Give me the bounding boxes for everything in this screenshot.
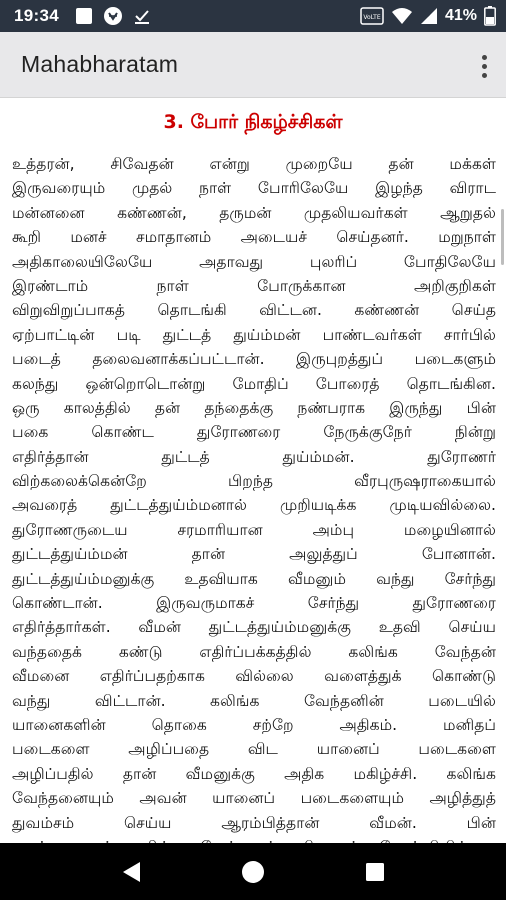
status-time: 19:34 [14, 6, 59, 25]
body-line: துட்டத்துய்ம்மனுக்கு உதவியாக வீமனும் வந்து சேர்ந்து [12, 569, 496, 588]
body-line: இருவரையும் முதல் நாள் போரிலேயே இழந்த விராட [12, 179, 496, 198]
more-vert-icon[interactable] [476, 52, 492, 80]
app-bar [0, 32, 506, 98]
body-line: ஒரு காலத்தில் தன் தந்தைக்கு நண்பராக இருந்து பின் [12, 398, 496, 417]
body-line: துவம்சம் செய்ய ஆரம்பித்தான் வீமன். பின் [12, 813, 496, 832]
body-line: எதிர்த்தான் துட்டத் துய்ம்மன். துரோணர் [12, 447, 496, 466]
body-line: துரோணருடைய சரமாரியான அம்பு மழையினால் [12, 520, 496, 539]
menu-dot [482, 55, 487, 60]
square-notification-icon [75, 7, 93, 25]
body-line: ஏற்பாட்டின் படி துட்டத் துய்ம்மன் பாண்டவர்கள் சார்பில் [12, 325, 496, 344]
body-line: மன்னனை கண்ணன், தருமன் முதலியவர்கள் ஆறுதல் [12, 203, 496, 222]
back-button[interactable] [111, 852, 151, 892]
recents-square-icon [365, 862, 385, 882]
volte-icon [360, 7, 384, 25]
back-triangle-icon [120, 860, 142, 884]
status-right-icons [360, 6, 496, 26]
body-line: அதிகாலையிலேயே அதாவது புலரிப் போதிலேயே [12, 252, 496, 271]
chapter-content[interactable] [0, 99, 506, 843]
app-title: Mahabharatam [21, 51, 179, 77]
body-line: விற்கலைக்கென்றே பிறந்த வீரபுருஷராகையால் [12, 472, 496, 491]
download-icon [133, 7, 151, 25]
body-line: வந்ததைக் கண்டு எதிர்ப்பக்கத்தில் கலிங்க வேந்தன் [12, 642, 496, 661]
body-line: வீமனை எதிர்ப்பதற்காக வில்லை வளைத்துக் கொண்டு [12, 667, 496, 686]
body-line: வந்து விட்டான். கலிங்க வேந்தனின் படையில் [12, 691, 496, 710]
body-line: கூறி மனச் சமாதானம் அடையச் செய்தனர். மறுநாள் [12, 228, 496, 247]
signal-icon [420, 7, 438, 25]
menu-dot [482, 73, 487, 78]
battery-percent: 41% [444, 7, 477, 24]
circle-app-icon [103, 6, 123, 26]
body-line: யானைகளின் தொகை சற்றே அதிகம். மனிதப் [12, 715, 496, 734]
home-circle-icon [239, 858, 267, 886]
status-bar [0, 0, 506, 32]
chapter-body [12, 152, 496, 859]
body-line: படைகளை அழிப்பதை விட யானைப் படைகளை [12, 740, 496, 759]
body-line: கொண்டான். இருவருமாகச் சேர்ந்து துரோணரை [12, 594, 496, 613]
body-line: வேந்தனையும் அவன் யானைப் படைகளையும் அழித்துத் [12, 789, 496, 808]
menu-dot [482, 64, 487, 69]
recents-button[interactable] [355, 852, 395, 892]
wifi-icon [391, 7, 413, 25]
body-line: கலந்து ஒன்றொடொன்று மோதிப் போரைத் தொடங்கின. [12, 374, 496, 393]
navigation-bar [0, 843, 506, 900]
body-line: விறுவிறுப்பாகத் தொடங்கி விட்டன. கண்ணன் செய்த [12, 301, 496, 320]
scroll-indicator[interactable] [501, 209, 504, 265]
body-line: படைத் தலைவனாக்கப்பட்டான். இருபுறத்துப் படைகளும் [12, 350, 496, 369]
volte-label: VoLTE [363, 14, 381, 21]
body-line: அவரைத் துட்டத்துய்ம்மனால் முறியடிக்க முடியவில்லை. [12, 496, 496, 515]
body-line: இரண்டாம் நாள் போருக்கான அறிகுறிகள் [12, 276, 496, 295]
body-line: உத்தரன், சிவேதன் என்று முறையே தன் மக்கள் [12, 155, 496, 173]
chapter-title: 3. போர் நிகழ்ச்சிகள் [163, 111, 343, 133]
body-line: பகை கொண்ட துரோணரை நேருக்குநேர் நின்று [12, 423, 496, 442]
body-line: அழிப்பதில் தான் வீமனுக்கு அதிக மகிழ்ச்சி. கலிங்க [12, 764, 496, 783]
body-line: துட்டத்துய்ம்மன் தான் அலுத்துப் போனான். [12, 545, 496, 564]
status-left-icons [75, 6, 151, 26]
body-line: எதிர்த்தார்கள். வீமன் துட்டத்துய்ம்மனுக்கு உதவி செய்ய [12, 618, 496, 637]
home-button[interactable] [233, 852, 273, 892]
battery-icon [484, 6, 496, 26]
